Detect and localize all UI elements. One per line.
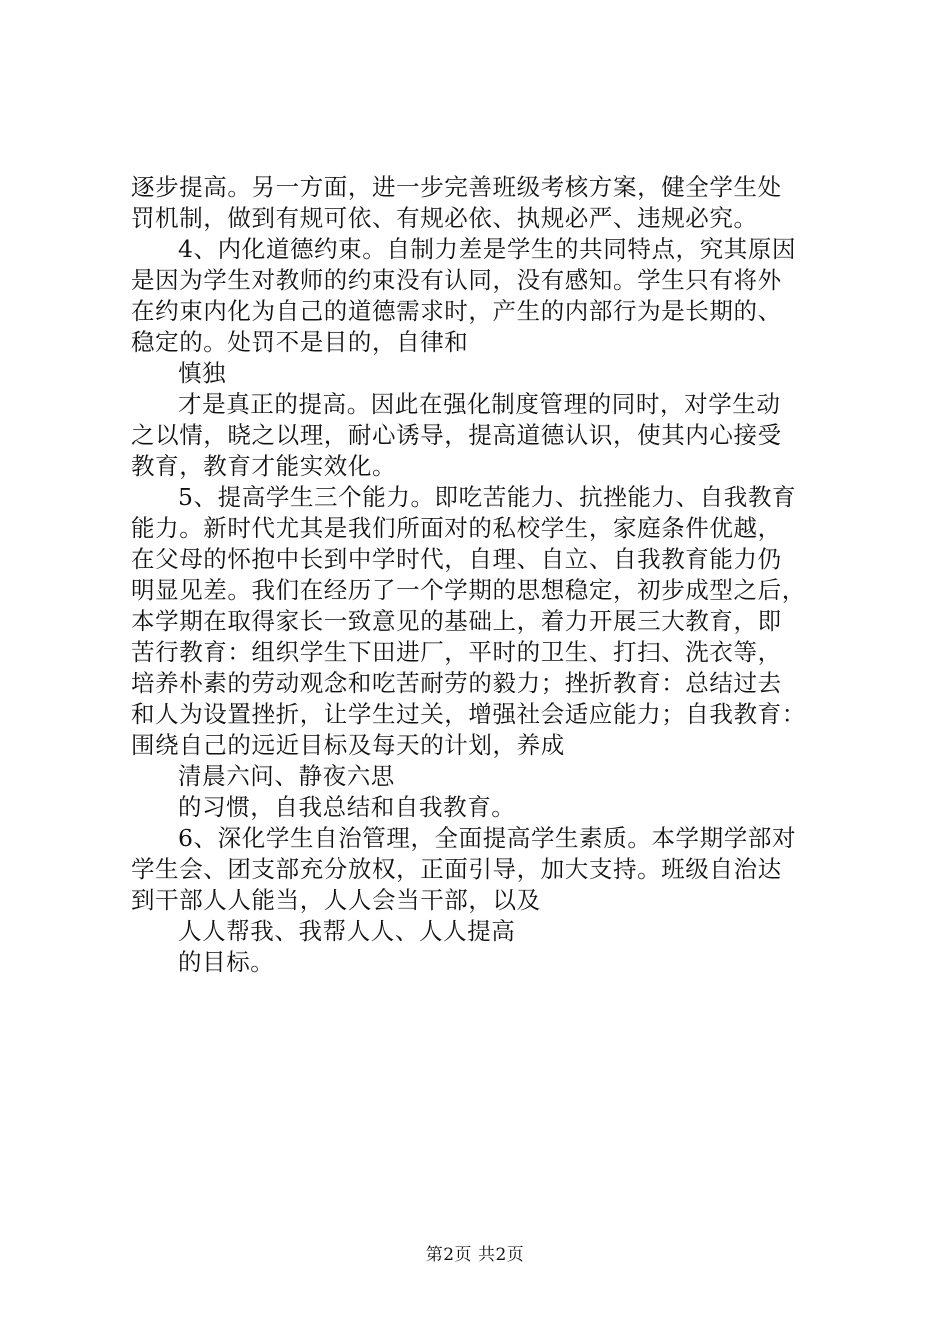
text-line: 人人帮我、我帮人人、人人提高 — [178, 917, 516, 945]
text-line: 慎独 — [178, 359, 227, 387]
text-line: 明显见差。我们在经历了一个学期的思想稳定，初步成型之后， — [131, 576, 806, 604]
text-line: 4、内化道德约束。自制力差是学生的共同特点，究其原因 — [178, 235, 797, 263]
text-line: 本学期在取得家长一致意见的基础上，着力开展三大教育，即 — [131, 607, 782, 635]
text-line: 之以情，晓之以理，耐心诱导，提高道德认识，使其内心接受 — [131, 421, 782, 449]
text-line: 6、深化学生自治管理，全面提高学生素质。本学期学部对 — [178, 824, 797, 852]
text-line: 逐步提高。另一方面，进一步完善班级考核方案，健全学生处 — [131, 173, 782, 201]
text-line: 的目标。 — [178, 948, 275, 976]
text-line: 清晨六问、静夜六思 — [178, 762, 395, 790]
text-line: 围绕自己的远近目标及每天的计划，养成 — [131, 731, 565, 759]
text-line: 学生会、团支部充分放权，正面引导，加大支持。班级自治达 — [131, 855, 782, 883]
text-line: 在父母的怀抱中长到中学时代，自理、自立、自我教育能力仍 — [131, 545, 782, 573]
text-line: 的习惯，自我总结和自我教育。 — [178, 793, 516, 821]
text-line: 培养朴素的劳动观念和吃苦耐劳的毅力；挫折教育：总结过去 — [131, 669, 782, 697]
text-line: 到干部人人能当，人人会当干部，以及 — [131, 886, 541, 914]
text-line: 苦行教育：组织学生下田进厂，平时的卫生、打扫、洗衣等， — [131, 638, 782, 666]
text-line: 稳定的。处罚不是目的，自律和 — [131, 328, 469, 356]
page-number-footer: 第2页 共2页 — [425, 1245, 525, 1265]
text-line: 是因为学生对教师的约束没有认同，没有感知。学生只有将外 — [131, 266, 782, 294]
text-line: 罚机制，做到有规可依、有规必依、执规必严、违规必究。 — [131, 204, 758, 232]
document-body — [131, 172, 831, 978]
text-line: 教育，教育才能实效化。 — [131, 452, 397, 480]
text-line: 在约束内化为自己的道德需求时，产生的内部行为是长期的、 — [131, 297, 782, 325]
text-line: 才是真正的提高。因此在强化制度管理的同时，对学生动 — [178, 390, 781, 418]
text-line: 和人为设置挫折，让学生过关，增强社会适应能力；自我教育： — [131, 700, 806, 728]
text-line: 5、提高学生三个能力。即吃苦能力、抗挫能力、自我教育 — [178, 483, 797, 511]
text-line: 能力。新时代尤其是我们所面对的私校学生，家庭条件优越， — [131, 514, 782, 542]
